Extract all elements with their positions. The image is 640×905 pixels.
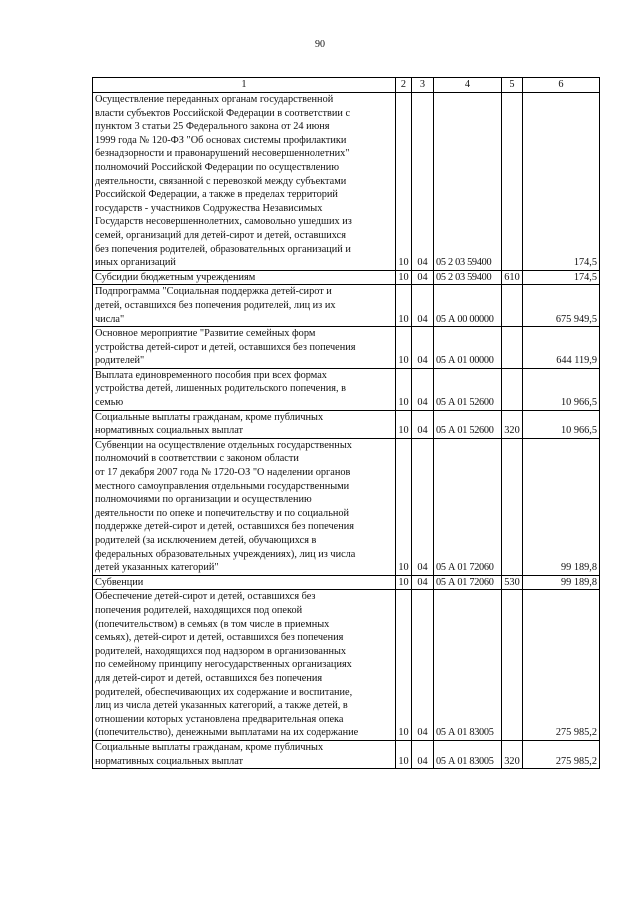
- header-row: [93, 78, 600, 93]
- header-cell-rz: 2: [396, 78, 412, 93]
- row-target-article: 05 А 01 83005: [434, 740, 502, 768]
- row-amount: 174,5: [523, 93, 600, 271]
- row-subsection: 04: [412, 575, 434, 590]
- row-subsection: 04: [412, 270, 434, 285]
- table-row: [93, 575, 600, 590]
- row-amount: 99 189,8: [523, 438, 600, 575]
- row-expense-type: [502, 93, 523, 271]
- budget-table: [92, 77, 600, 769]
- row-amount: 644 119,9: [523, 327, 600, 369]
- row-target-article: 05 А 01 00000: [434, 327, 502, 369]
- row-name: Субвенции на осуществление отдельных государственных полномочий в соответствии с законом области от 17 декабря 2007 года № 1720-ОЗ "О наделении органов местного самоуправления отдельными государственными полномочиями по организации и осуществлению деятельности по опеке и попечительству и по социальной поддержке детей-сирот и детей, оставшихся без попечения родителей (за исключением детей, обучающихся в федеральных образовательных учреждениях), лиц из числа детей указанных категорий": [93, 438, 396, 575]
- row-section: 10: [396, 270, 412, 285]
- row-amount: 275 985,2: [523, 590, 600, 741]
- row-target-article: 05 2 03 59400: [434, 93, 502, 271]
- row-subsection: 04: [412, 368, 434, 410]
- row-expense-type: 320: [502, 410, 523, 438]
- row-target-article: 05 А 01 83005: [434, 590, 502, 741]
- row-name: Субсидии бюджетным учреждениям: [93, 270, 396, 285]
- row-target-article: 05 2 03 59400: [434, 270, 502, 285]
- row-name: Основное мероприятие "Развитие семейных форм устройства детей-сирот и детей, оставшихся без попечения родителей": [93, 327, 396, 369]
- row-section: 10: [396, 368, 412, 410]
- table-row: [93, 327, 600, 369]
- row-name: Подпрограмма "Социальная поддержка детей-сирот и детей, оставшихся без попечения родителей, лиц из их числа": [93, 285, 396, 327]
- row-expense-type: [502, 285, 523, 327]
- row-section: 10: [396, 590, 412, 741]
- row-target-article: 05 А 00 00000: [434, 285, 502, 327]
- row-target-article: 05 А 01 52600: [434, 368, 502, 410]
- row-section: 10: [396, 327, 412, 369]
- table-row: [93, 590, 600, 741]
- row-target-article: 05 А 01 72060: [434, 438, 502, 575]
- row-name: Социальные выплаты гражданам, кроме публичных нормативных социальных выплат: [93, 740, 396, 768]
- row-name: Выплата единовременного пособия при всех формах устройства детей, лишенных родительского попечения, в семью: [93, 368, 396, 410]
- row-subsection: 04: [412, 93, 434, 271]
- row-expense-type: [502, 438, 523, 575]
- row-section: 10: [396, 410, 412, 438]
- table-row: [93, 438, 600, 575]
- row-amount: 174,5: [523, 270, 600, 285]
- row-subsection: 04: [412, 590, 434, 741]
- row-name: Социальные выплаты гражданам, кроме публичных нормативных социальных выплат: [93, 410, 396, 438]
- row-amount: 10 966,5: [523, 410, 600, 438]
- row-section: 10: [396, 438, 412, 575]
- row-subsection: 04: [412, 740, 434, 768]
- row-subsection: 04: [412, 438, 434, 575]
- row-subsection: 04: [412, 410, 434, 438]
- row-subsection: 04: [412, 285, 434, 327]
- row-expense-type: 610: [502, 270, 523, 285]
- row-section: 10: [396, 285, 412, 327]
- row-section: 10: [396, 93, 412, 271]
- header-cell-amount: 6: [523, 78, 600, 93]
- row-target-article: 05 А 01 52600: [434, 410, 502, 438]
- table-row: [93, 270, 600, 285]
- table-row: [93, 93, 600, 271]
- header-cell-vr: 5: [502, 78, 523, 93]
- row-expense-type: [502, 590, 523, 741]
- header-cell-name: 1: [93, 78, 396, 93]
- row-expense-type: [502, 368, 523, 410]
- row-subsection: 04: [412, 327, 434, 369]
- row-amount: 10 966,5: [523, 368, 600, 410]
- table-row: [93, 368, 600, 410]
- row-target-article: 05 А 01 72060: [434, 575, 502, 590]
- table-row: [93, 740, 600, 768]
- row-name: Обеспечение детей-сирот и детей, оставшихся без попечения родителей, находящихся под опекой (попечительством) в семьях (в том числе в приемных семьях), детей-сирот и детей, оставшихся без попечения родителей, находящихся под надзором в организованных по семейному принципу негосударственных организациях для детей-сирот и детей, оставшихся без попечения родителей, обеспечивающих их содержание и воспитание, лиц из числа детей указанных категорий, а также детей, в отношении которых установлена предварительная опека (попечительство), денежными выплатами на их содержание: [93, 590, 396, 741]
- row-name: Осуществление переданных органам государственной власти субъектов Российской Федерации в соответствии с пунктом 3 статьи 25 Федерального закона от 24 июня 1999 года № 120-ФЗ "Об основах системы профилактики безнадзорности и правонарушений несовершеннолетних" полномочий Российской Федерации по осуществлению деятельности, связанной с перевозкой между субъектами Российской Федерации, а также в пределах территорий государств - участников Содружества Независимых Государств несовершеннолетних, самовольно ушедших из семей, организаций для детей-сирот и детей, оставшихся без попечения родителей, образовательных организаций и иных организаций: [93, 93, 396, 271]
- row-amount: 99 189,8: [523, 575, 600, 590]
- row-name: Субвенции: [93, 575, 396, 590]
- row-expense-type: 530: [502, 575, 523, 590]
- header-cell-csr: 4: [434, 78, 502, 93]
- row-expense-type: 320: [502, 740, 523, 768]
- table-row: [93, 285, 600, 327]
- row-amount: 675 949,5: [523, 285, 600, 327]
- row-amount: 275 985,2: [523, 740, 600, 768]
- table-row: [93, 410, 600, 438]
- header-cell-pr: 3: [412, 78, 434, 93]
- row-section: 10: [396, 740, 412, 768]
- page-number: 90: [315, 39, 325, 50]
- row-expense-type: [502, 327, 523, 369]
- row-section: 10: [396, 575, 412, 590]
